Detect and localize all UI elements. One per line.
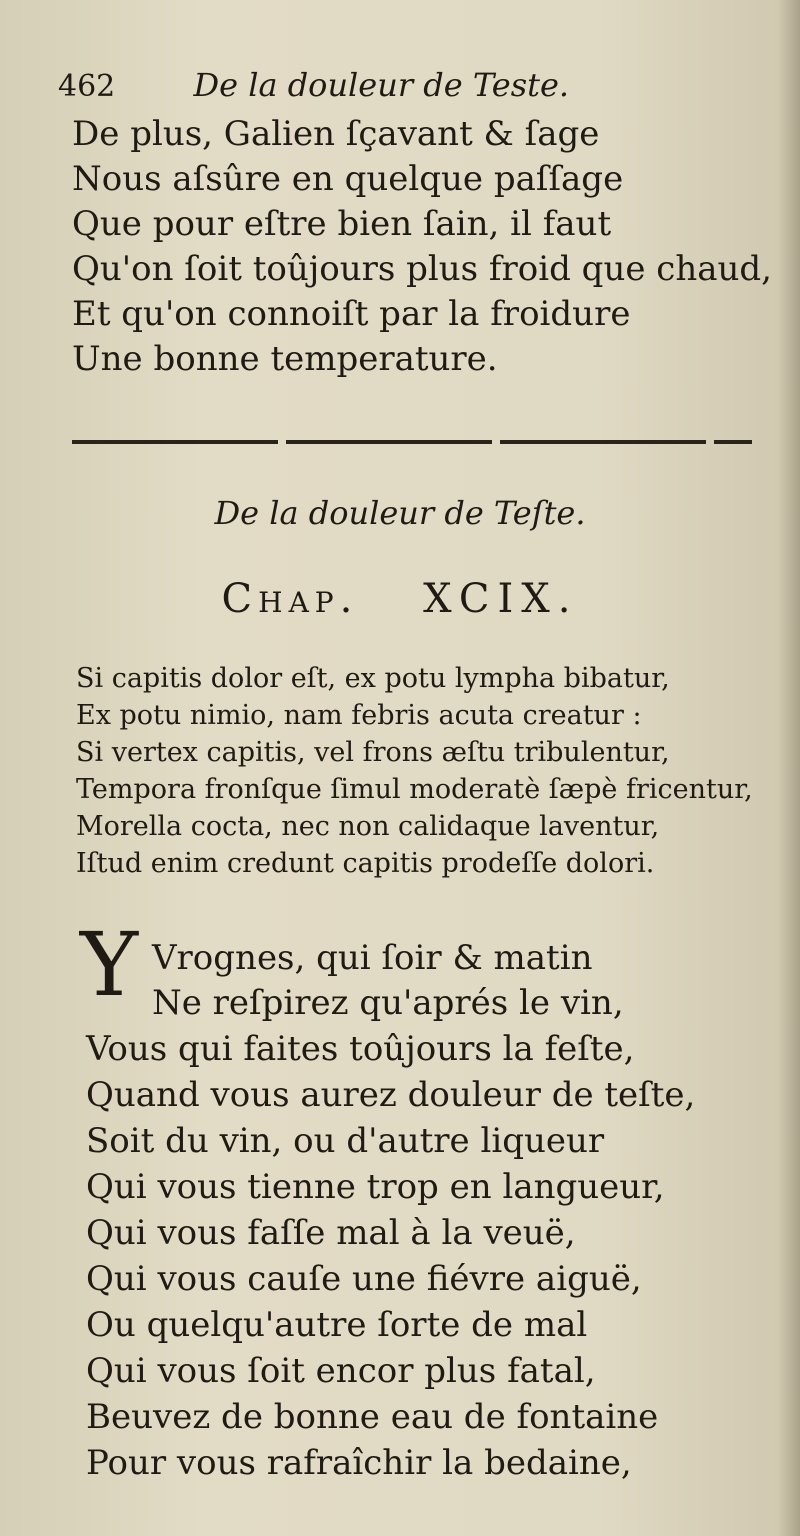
verse-line: Ne reſpirez qu'aprés le vin, xyxy=(152,983,624,1023)
verse-block-2-opening xyxy=(152,936,752,1026)
verse-line: Quand vous aurez douleur de teſte, xyxy=(86,1075,696,1115)
verse-line: Qui vous cauſe une fiévre aiguë, xyxy=(86,1259,642,1299)
verse-line: Ou quelqu'autre ſorte de mal xyxy=(86,1305,588,1345)
verse-line: Qu'on ſoit toûjours plus froid que chaud, xyxy=(72,249,772,289)
latin-line: Tempora fronſque ſimul moderatè ſæpè fricentur, xyxy=(76,774,753,805)
latin-line: Ex potu nimio, nam febris acuta creatur : xyxy=(76,700,642,731)
chapter-word: Chap. xyxy=(221,576,359,622)
verse-line: Qui vous tienne trop en langueur, xyxy=(86,1167,665,1207)
latin-verse xyxy=(76,660,776,882)
verse-line: Pour vous rafraîchir la bedaine, xyxy=(86,1443,632,1483)
verse-line: Et qu'on connoiſt par la froidure xyxy=(72,294,631,334)
latin-line: Si capitis dolor eſt, ex potu lympha bibatur, xyxy=(76,663,670,694)
chapter-number: XCIX. xyxy=(423,576,579,622)
verse-block-1 xyxy=(72,112,772,382)
verse-line: Une bonne temperature. xyxy=(72,339,498,379)
running-head xyxy=(58,66,718,104)
running-head-title: De la douleur de Teste. xyxy=(193,66,570,104)
verse-line: Nous aſsûre en quelque paſſage xyxy=(72,159,624,199)
latin-line: Iſtud enim credunt capitis prodeſſe dolori. xyxy=(76,848,655,879)
page-number: 462 xyxy=(58,69,116,104)
chapter-heading xyxy=(0,576,800,622)
section-title: De la douleur de Teſte. xyxy=(214,494,586,532)
verse-line: Qui vous ſoit encor plus fatal, xyxy=(86,1351,596,1391)
verse-line: Soit du vin, ou d'autre liqueur xyxy=(86,1121,605,1161)
verse-line: Vrognes, qui ſoir & matin xyxy=(152,938,593,978)
verse-line: Beuvez de bonne eau de fontaine xyxy=(86,1397,659,1437)
verse-line: Qui vous faſſe mal à la veuë, xyxy=(86,1213,576,1253)
latin-line: Si vertex capitis, vel frons æſtu tribulentur, xyxy=(76,737,670,768)
verse-line: Vous qui faites toûjours la feſte, xyxy=(86,1029,635,1069)
latin-line: Morella cocta, nec non calidaque laventur, xyxy=(76,811,660,842)
drop-cap: Y xyxy=(80,913,139,1016)
verse-line: Que pour eſtre bien ſain, il faut xyxy=(72,204,612,244)
verse-line: De plus, Galien ſçavant & ſage xyxy=(72,114,600,154)
section-divider xyxy=(72,440,752,444)
verse-block-2 xyxy=(86,1026,786,1486)
